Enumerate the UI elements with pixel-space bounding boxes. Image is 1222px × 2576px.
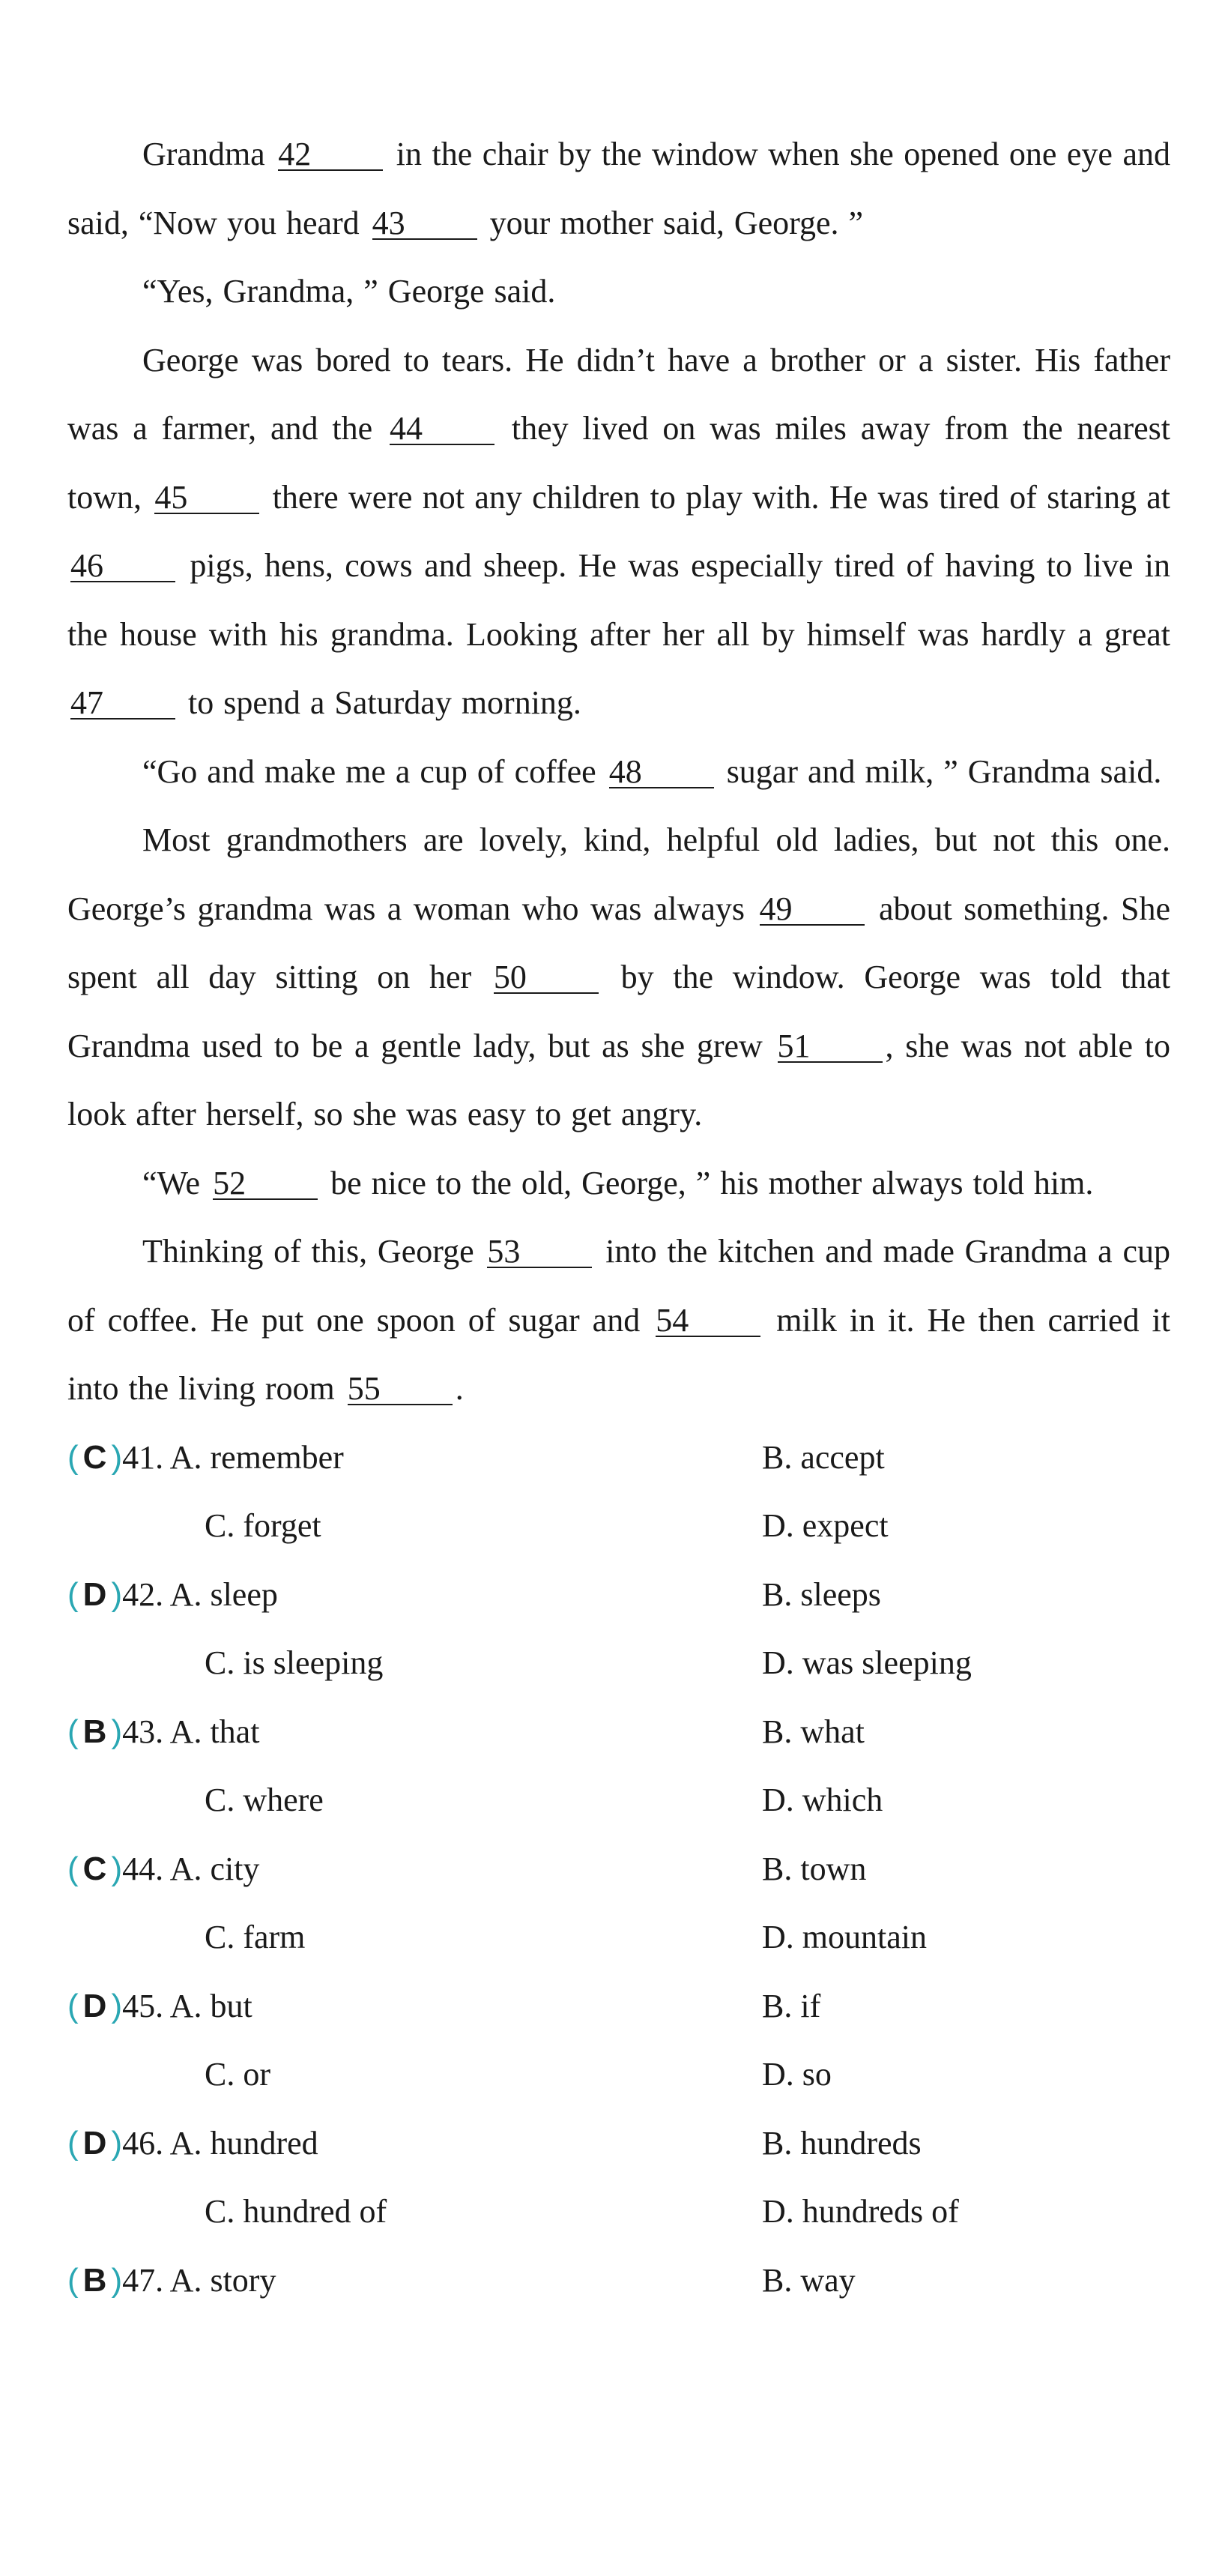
paren-close: ) [111, 2124, 123, 2162]
blank-53: 53 [487, 1237, 592, 1268]
question-list [67, 1423, 1170, 2315]
question-stem [67, 1835, 259, 1904]
passage-text: Grandma [142, 136, 265, 172]
passage-text: your mother said, George. ” [489, 204, 864, 241]
answer-letter: D [82, 2124, 107, 2162]
paren-open: ( [67, 1713, 79, 1750]
blank-46: 46 [70, 551, 175, 582]
question-row [67, 2246, 1170, 2315]
question-row [67, 2177, 1170, 2246]
option-a: A. city [169, 1850, 260, 1887]
answer-letter: D [82, 1575, 107, 1613]
option-c: C. hundred of [205, 2193, 387, 2230]
option-a: A. but [169, 1987, 252, 2024]
question-number: 41. [122, 1438, 164, 1476]
option-b: B. way [762, 2261, 856, 2299]
passage-text: Thinking of this, George [142, 1233, 474, 1270]
passage-text: “Yes, Grandma, ” George said. [142, 273, 556, 310]
paragraph-1 [67, 120, 1170, 257]
question-row [67, 1698, 1170, 1767]
question-row [67, 1835, 1170, 1904]
passage-text: “We [142, 1164, 201, 1201]
question-number: 46. [122, 2124, 164, 2162]
paren-close: ) [111, 2261, 123, 2299]
blank-51: 51 [778, 1031, 883, 1063]
question-stem [67, 2109, 318, 2178]
paren-open: ( [67, 2124, 79, 2162]
option-a: A. remember [169, 1438, 344, 1476]
answer-letter: B [82, 1713, 107, 1750]
option-a: A. sleep [169, 1575, 278, 1613]
question-row [67, 1491, 1170, 1560]
passage-text: “Go and make me a cup of coffee [142, 752, 596, 790]
paren-close: ) [111, 1438, 123, 1476]
question-stem [67, 1698, 259, 1767]
paragraph-4 [67, 737, 1170, 806]
option-d: D. expect [762, 1507, 889, 1544]
cloze-page [67, 120, 1170, 2314]
paren-close: ) [111, 1713, 123, 1750]
question-row [67, 1423, 1170, 1492]
paren-close: ) [111, 1850, 123, 1887]
passage-text: sugar and milk, ” Grandma said. [726, 752, 1162, 790]
passage-text: there were not any children to play with. He was tired of staring at [272, 478, 1171, 516]
question-number: 45. [122, 1987, 164, 2024]
passage-text: they lived on was miles away from the nearest town, [67, 410, 1171, 516]
blank-44: 44 [390, 414, 494, 445]
passage-text: . [455, 1370, 464, 1407]
paren-open: ( [67, 1850, 79, 1887]
option-b: B. what [762, 1713, 865, 1750]
option-d: D. which [762, 1782, 883, 1818]
option-b: B. if [762, 1987, 821, 2024]
passage-text: by the window. George was told that Grandma used to be a gentle lady, but as she grew [67, 959, 1171, 1064]
option-c: C. forget [205, 1507, 321, 1544]
option-c: C. or [205, 2056, 270, 2093]
answer-letter: C [82, 1438, 107, 1476]
option-a: A. story [169, 2261, 276, 2299]
blank-43: 43 [372, 208, 477, 240]
question-stem [67, 1972, 252, 2041]
question-number: 47. [122, 2261, 164, 2299]
paragraph-3 [67, 326, 1170, 737]
question-row [67, 1560, 1170, 1629]
option-d: D. so [762, 2056, 832, 2093]
answer-letter: D [82, 1987, 107, 2024]
question-row [67, 1766, 1170, 1835]
option-c: C. is sleeping [205, 1644, 384, 1681]
passage-text: to spend a Saturday morning. [188, 684, 581, 721]
paragraph-2 [67, 257, 1170, 326]
option-d: D. was sleeping [762, 1644, 972, 1681]
blank-48: 48 [609, 757, 714, 788]
question-row [67, 1972, 1170, 2041]
paragraph-6 [67, 1149, 1170, 1218]
passage-text: milk in it. He then carried it into the living room [67, 1301, 1171, 1407]
option-c: C. where [205, 1782, 324, 1818]
blank-54: 54 [656, 1306, 760, 1337]
blank-42: 42 [278, 139, 383, 171]
answer-letter: B [82, 2261, 107, 2299]
question-number: 43. [122, 1713, 164, 1750]
option-b: B. town [762, 1850, 867, 1887]
passage-text: George was bored to tears. He didn’t have a brother or a sister. His father was a farmer, and the [67, 341, 1170, 447]
question-row [67, 1629, 1170, 1698]
question-row [67, 1903, 1170, 1972]
paragraph-7 [67, 1217, 1170, 1423]
passage-text: , she was not able to look after herself, so she was easy to get angry. [67, 1027, 1170, 1132]
blank-50: 50 [494, 962, 599, 994]
passage-text: about something. She spent all day sitting on her [67, 890, 1170, 995]
question-row [67, 2109, 1170, 2178]
option-a: A. hundred [169, 2124, 318, 2162]
question-stem [67, 2246, 276, 2315]
passage-text: be nice to the old, George, ” his mother always told him. [330, 1164, 1094, 1201]
passage-text: in the chair by the window when she opened one eye and said, “Now you heard [67, 136, 1170, 241]
paragraph-5 [67, 806, 1170, 1149]
question-number: 42. [122, 1575, 164, 1613]
paren-open: ( [67, 1438, 79, 1476]
passage-text: into the kitchen and made Grandma a cup of coffee. He put one spoon of sugar and [67, 1233, 1171, 1339]
blank-47: 47 [70, 688, 175, 720]
option-c: C. farm [205, 1919, 306, 1955]
passage-text: pigs, hens, cows and sheep. He was especially tired of having to live in the house with his grandma. Looking after her all by himself was hardly a great [67, 547, 1171, 653]
option-b: B. hundreds [762, 2124, 922, 2162]
answer-letter: C [82, 1850, 107, 1887]
option-b: B. accept [762, 1438, 885, 1476]
option-b: B. sleeps [762, 1575, 881, 1613]
option-d: D. mountain [762, 1919, 927, 1955]
option-d: D. hundreds of [762, 2193, 959, 2230]
blank-45: 45 [154, 483, 259, 514]
paren-open: ( [67, 1987, 79, 2024]
question-number: 44. [122, 1850, 164, 1887]
paren-open: ( [67, 1575, 79, 1613]
question-row [67, 2040, 1170, 2109]
blank-52: 52 [213, 1168, 318, 1200]
question-stem [67, 1560, 278, 1629]
question-stem [67, 1423, 344, 1492]
blank-49: 49 [760, 894, 865, 926]
passage-text: Most grandmothers are lovely, kind, helpful old ladies, but not this one. George’s grandma was a woman who was always [67, 821, 1170, 927]
option-a: A. that [169, 1713, 260, 1750]
blank-55: 55 [348, 1374, 453, 1405]
paren-open: ( [67, 2261, 79, 2299]
paren-close: ) [111, 1575, 123, 1613]
paren-close: ) [111, 1987, 123, 2024]
